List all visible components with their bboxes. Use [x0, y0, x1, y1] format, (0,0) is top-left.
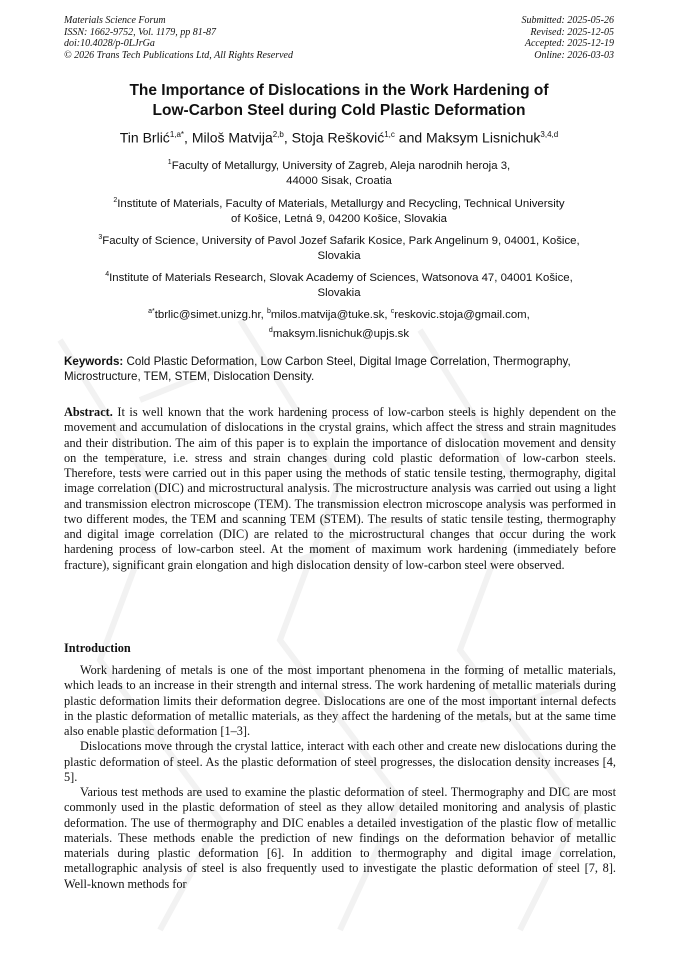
intro-paragraph-3: Various test methods are used to examine the plastic deformation of steel. Thermography and DIC are most commonly used in the plastic deformation of steel as they allow detailed monitoring and analysis of plastic deformation. The use of thermography and DIC enables a detailed investigation of the plastic flow of metallic materials. These methods enable the prediction of new findings on the deformation behavior of metallic materials during plastic deformation [6]. In addition to thermography and digital image correlation, metallographic analysis of steel is also frequently used to investigate the plastic deformation of steel [7, 8]. Well-known methods for: [64, 785, 616, 891]
affiliation-3-number: 3: [98, 234, 103, 241]
affiliation-2: [64, 193, 614, 227]
intro-paragraph-2: Dislocations move through the crystal lattice, interact with each other and create new dislocations during the plastic deformation of steel. As the plastic deformation of steel progresses, the dislocation density increases [4, 5].: [64, 739, 616, 784]
author-4: and Maksym Lisnichuk: [394, 129, 541, 146]
journal-info: [64, 15, 293, 61]
journal-name: Materials Science Forum: [64, 15, 166, 26]
affiliation-1: [64, 155, 614, 189]
email-b[interactable]: milos.matvija@tuke.sk,: [270, 308, 391, 321]
email-b-marker: b: [266, 308, 271, 315]
online-date: Online: 2026-03-03: [534, 49, 614, 61]
email-c-marker: c: [390, 308, 395, 315]
title-line-2: Low-Carbon Steel during Cold Plastic Deformation: [152, 102, 526, 119]
affiliation-4-line-2: Slovakia: [317, 286, 361, 299]
keywords: [64, 354, 616, 384]
author-1: Tin Brlić: [119, 129, 170, 146]
author-4-affil: 3,4,d: [540, 130, 559, 139]
email-a[interactable]: tbrlic@simet.unizg.hr,: [154, 308, 267, 321]
copyright-line: © 2026 Trans Tech Publications Ltd, All Rights Reserved: [64, 49, 293, 61]
submitted-date: Submitted: 2025-05-26: [521, 15, 614, 26]
affiliation-4: [64, 267, 614, 301]
email-d-marker: d: [268, 326, 273, 334]
author-2: , Miloš Matvija: [184, 129, 273, 146]
dates-info: [522, 15, 615, 61]
author-list: [64, 126, 614, 147]
author-3: , Stoja Rešković: [283, 129, 385, 146]
accepted-date: Accepted: 2025-12-19: [524, 38, 614, 49]
affiliation-3-line-2: Slovakia: [317, 249, 361, 262]
journal-header: [64, 15, 614, 65]
affiliation-1-line-1: Faculty of Metallurgy, University of Zagreb, Aleja narodnih heroja 3,: [171, 159, 511, 172]
affiliation-3: [64, 230, 614, 264]
introduction-heading: Introduction: [64, 641, 131, 655]
author-2-affil: 2,b: [272, 130, 284, 139]
introduction-body: [64, 663, 616, 892]
affiliation-4-line-1: Institute of Materials Research, Slovak Academy of Sciences, Watsonova 47, 04001 Košice,: [109, 271, 573, 284]
abstract-label: Abstract.: [64, 405, 113, 419]
paper-title: [64, 81, 614, 121]
affiliation-4-number: 4: [105, 271, 110, 278]
abstract-text: It is well known that the work hardening process of low-carbon steels is highly dependent on the movement and accumulation of dislocations in the crystal grains, which affect the stress and strain magnitudes and their distribution. The aim of this paper is to explain the importance of dislocation movement and density on the temperature, i.e. stress and strain changes during cold plastic deformation of low-carbon steels. Therefore, tests were carried out in this paper using the methods of static tensile testing, thermography, digital image correlation (DIC) and microstructural analysis. The microstructure analysis was carried out using a light and transmission electron microscope (TEM). The transmission electron microscope analysis was performed in two different modes, the TEM and scanning TEM (STEM). The results of static tensile testing, thermography and digital image correlation (DIC) are related to the microstructural changes that occur during the work hardening process of low-carbon steel. At the moment of maximum work hardening (immediately before fracture), significant grain elongation and high dislocation density of low-carbon steel were observed.: [64, 405, 616, 572]
author-1-affil: 1,a*: [169, 130, 185, 139]
affiliation-2-number: 2: [113, 197, 118, 204]
abstract: [64, 405, 616, 573]
affiliation-1-number: 1: [167, 159, 172, 166]
email-a-marker: a*: [148, 308, 155, 315]
affiliation-2-line-1: Institute of Materials, Faculty of Materials, Metallurgy and Recycling, Technical University: [117, 197, 565, 210]
email-c[interactable]: reskovic.stoja@gmail.com,: [394, 308, 530, 321]
keywords-label: Keywords:: [64, 355, 124, 368]
doi-line[interactable]: doi:10.4028/p-0LJrGa: [64, 38, 155, 49]
affiliation-2-line-2: of Košice, Letná 9, 04200 Košice, Slovakia: [231, 212, 447, 225]
revised-date: Revised: 2025-12-05: [530, 26, 614, 38]
author-emails: [64, 304, 614, 342]
title-line-1: The Importance of Dislocations in the Work Hardening of: [129, 82, 549, 99]
author-3-affil: 1,c: [384, 130, 395, 139]
intro-paragraph-1: Work hardening of metals is one of the most important phenomena in the forming of metallic materials, which leads to an increase in their strength and internal stress. The work hardening of metallic materials during plastic deformation limits their deformation degree. Dislocations are one of the most important internal defects in the plastic deformation of metallic materials, as they affect the hardening of the metals, but at the same time also enable plastic deformation [1–3].: [64, 663, 616, 738]
affiliation-1-line-2: 44000 Sisak, Croatia: [286, 174, 392, 187]
issn-line: ISSN: 1662-9752, Vol. 1179, pp 81-87: [64, 26, 217, 38]
affiliation-3-line-1: Faculty of Science, University of Pavol Jozef Safarik Kosice, Park Angelinum 9, 04001, Košice,: [102, 234, 580, 247]
keywords-text: Cold Plastic Deformation, Low Carbon Steel, Digital Image Correlation, Thermography, Microstructure, TEM, STEM, Dislocation Density.: [64, 355, 571, 383]
email-d[interactable]: maksym.lisnichuk@upjs.sk: [272, 327, 410, 340]
